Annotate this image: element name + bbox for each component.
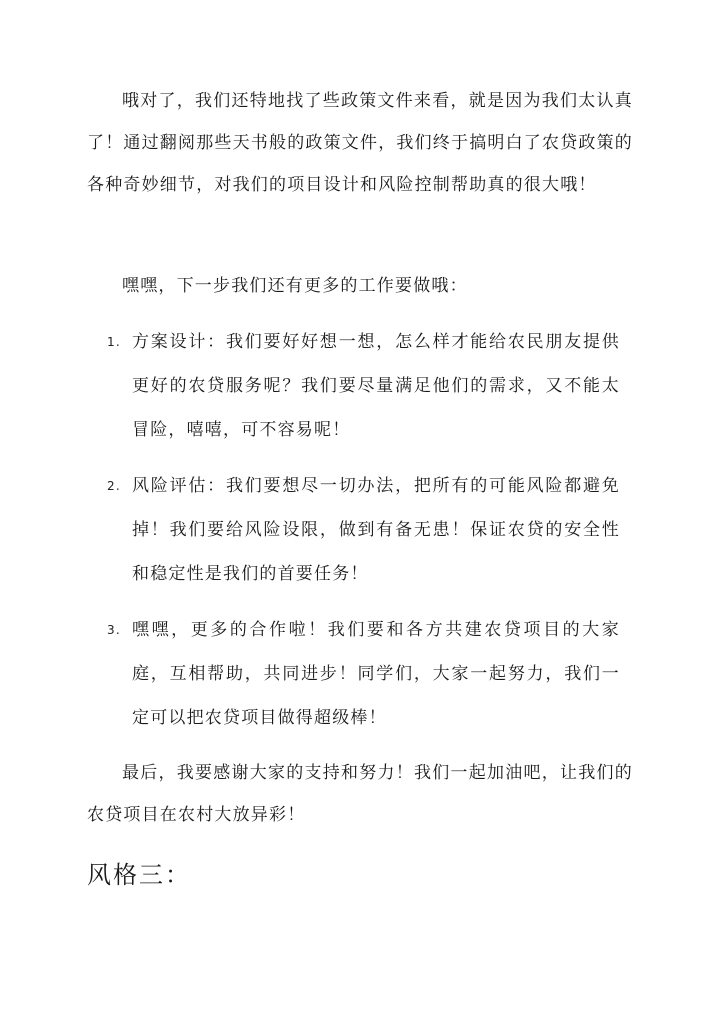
list-item bbox=[87, 320, 633, 452]
list-item-text: 方案设计：我们要好好想一想，怎么样才能给农民朋友提供更好的农贷服务呢？我们要尽量满足他们的需求，又不能太冒险，嘻嘻，可不容易呢！ bbox=[132, 332, 620, 440]
list-item-text: 嘿嘿，更多的合作啦！我们要和各方共建农贷项目的大家庭，互相帮助，共同进步！同学们，大家一起努力，我们一定可以把农贷项目做得超级棒！ bbox=[132, 620, 620, 728]
list-number: 2. bbox=[107, 479, 121, 493]
list-item bbox=[87, 464, 633, 596]
section-heading: 风格三： bbox=[87, 861, 191, 889]
list-number: 1. bbox=[107, 335, 121, 349]
paragraph-policy-files: 哦对了，我们还特地找了些政策文件来看，就是因为我们太认真了！通过翻阅那些天书般的政策文件，我们终于搞明白了农贷政策的各种奇妙细节，对我们的项目设计和风险控制帮助真的很大哦！ bbox=[87, 91, 633, 195]
paragraph-closing: 最后，我要感谢大家的支持和努力！我们一起加油吧，让我们的农贷项目在农村大放异彩！ bbox=[87, 763, 633, 825]
list-number: 3. bbox=[107, 623, 121, 637]
list-item-text: 风险评估：我们要想尽一切办法，把所有的可能风险都避免掉！我们要给风险设限，做到有备无患！保证农贷的安全性和稳定性是我们的首要任务！ bbox=[132, 476, 620, 584]
list-item bbox=[87, 608, 633, 740]
paragraph-next-steps: 嘿嘿，下一步我们还有更多的工作要做哦： bbox=[122, 276, 468, 296]
